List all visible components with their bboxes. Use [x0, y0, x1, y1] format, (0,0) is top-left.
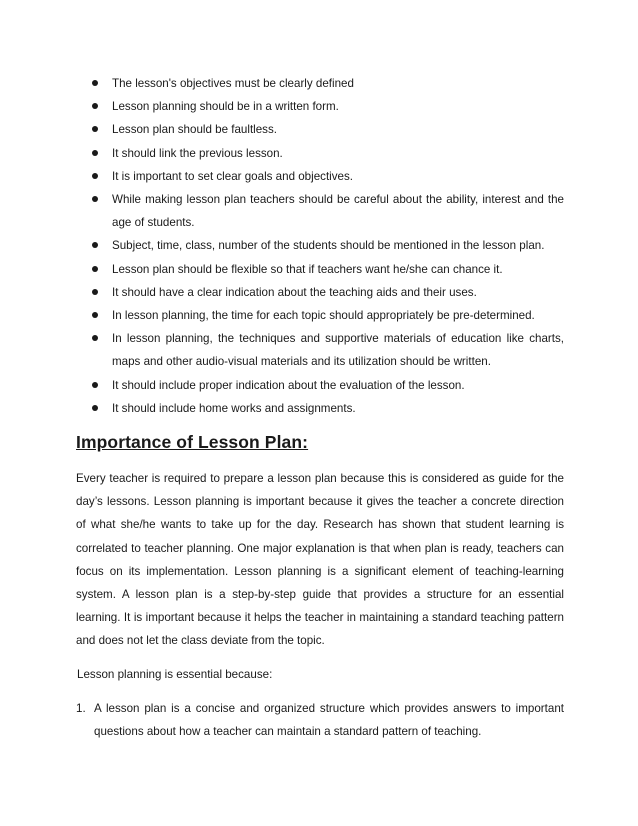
intro-line: Lesson planning is essential because: — [77, 668, 273, 681]
list-item — [76, 118, 564, 141]
list-item — [76, 234, 564, 257]
list-item-text: Lesson plan should be faultless. — [112, 123, 278, 137]
bullet-icon — [92, 405, 98, 411]
bullet-icon — [92, 382, 98, 388]
list-item — [76, 374, 564, 397]
list-item-text: Lesson planning should be in a written form. — [112, 100, 339, 114]
requirements-bullet-list — [76, 72, 564, 420]
list-item-text: While making lesson plan teachers should be careful about the ability, interest and the age of students. — [112, 193, 564, 230]
list-item-text: The lesson's objectives must be clearly defined — [112, 77, 354, 90]
list-item — [76, 72, 564, 95]
bullet-icon — [92, 126, 98, 132]
list-item-text: In lesson planning, the techniques and supportive materials of education like charts, maps and other audio-visual materials and its utilization should be written. — [112, 332, 564, 369]
list-item-text: It should include proper indication about the evaluation of the lesson. — [112, 378, 465, 392]
numbered-list — [76, 697, 564, 743]
list-item-text: In lesson planning, the time for each topic should appropriately be pre-determined. — [112, 309, 535, 323]
bullet-icon — [92, 173, 98, 179]
bullet-icon — [92, 196, 98, 202]
list-item-text: Subject, time, class, number of the students should be mentioned in the lesson plan. — [112, 239, 545, 253]
list-number: 1. — [76, 702, 86, 715]
list-item — [76, 142, 564, 165]
bullet-icon — [92, 335, 98, 341]
bullet-icon — [92, 103, 98, 109]
body-paragraph: Every teacher is required to prepare a lesson plan because this is considered as guide for the day’s lessons. Lesson planning is important because it gives the teacher a concrete direction of what she/he wants to take up for the day. Research has shown that student learning is correlated to teacher planning. One major explanation is that when plan is ready, teachers can focus on its implementation. Lesson planning is a significant element of teaching-learning system. A lesson plan is a step-by-step guide that provides a structure for an essential learning. It is important because it helps the teacher in maintaining a standard teaching pattern and does not let the class deviate from the topic. — [76, 472, 564, 648]
list-item-text: It should include home works and assignments. — [112, 401, 356, 415]
list-item — [76, 327, 564, 373]
list-item-text: Lesson plan should be flexible so that if teachers want he/she can chance it. — [112, 262, 503, 276]
bullet-icon — [92, 242, 98, 248]
list-item — [76, 165, 564, 188]
list-item — [76, 397, 564, 420]
list-item-text: It should have a clear indication about the teaching aids and their uses. — [112, 285, 477, 299]
list-item — [76, 281, 564, 304]
numbered-list-item-text: A lesson plan is a concise and organized structure which provides answers to important questions about how a teacher can maintain a standard pattern of teaching. — [94, 702, 564, 739]
section-heading: Importance of Lesson Plan: — [76, 432, 309, 452]
bullet-icon — [92, 80, 98, 86]
list-item — [76, 95, 564, 118]
list-item-text: It should link the previous lesson. — [112, 146, 283, 160]
list-item — [76, 258, 564, 281]
bullet-icon — [92, 312, 98, 318]
list-item-text: It is important to set clear goals and objectives. — [112, 169, 354, 183]
list-item — [76, 304, 564, 327]
bullet-icon — [92, 150, 98, 156]
bullet-icon — [92, 289, 98, 295]
list-item — [76, 188, 564, 234]
numbered-list-item — [76, 697, 564, 743]
bullet-icon — [92, 266, 98, 272]
